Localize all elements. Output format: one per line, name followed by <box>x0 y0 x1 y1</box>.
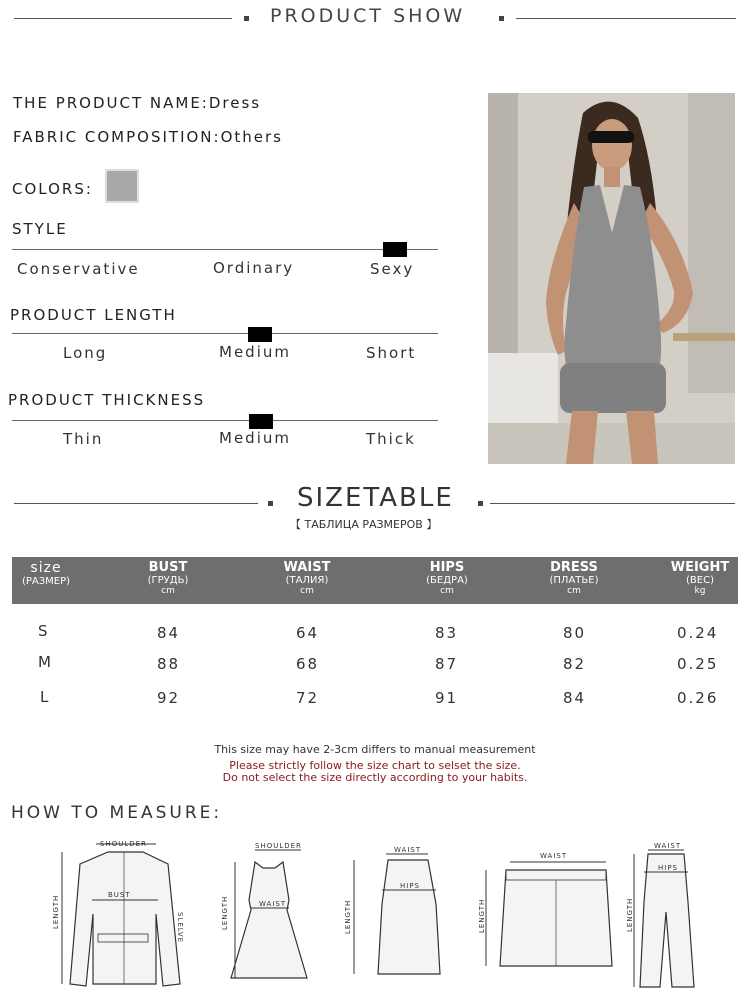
thickness-option-medium: Medium <box>219 429 291 447</box>
col-waist-unit: cm <box>300 586 314 596</box>
cell-dress: 80 <box>563 624 587 642</box>
pants-hips-label: HIPS <box>658 864 678 872</box>
style-option-ordinary: Ordinary <box>213 259 295 277</box>
cell-waist: 68 <box>296 655 320 673</box>
page-title: PRODUCT SHOW <box>270 5 466 27</box>
cell-weight: 0.25 <box>677 655 719 673</box>
col-weight-ru: (ВЕС) <box>686 575 714 586</box>
col-bust-unit: cm <box>161 586 175 596</box>
style-scale-line <box>12 249 438 250</box>
colors-label: COLORS: <box>12 180 93 198</box>
cell-bust: 84 <box>157 624 181 642</box>
style-title: STYLE <box>12 220 68 238</box>
cell-hips: 83 <box>435 624 459 642</box>
denim-skirt-measure-figure <box>478 848 618 976</box>
skirt-waist-label: WAIST <box>394 846 422 854</box>
col-dress <box>536 557 612 596</box>
col-dress-title: DRESS <box>550 560 598 575</box>
length-title: PRODUCT LENGTH <box>10 306 177 324</box>
jacket-measure-figure <box>48 834 198 994</box>
header-rule-right <box>516 18 736 19</box>
fabric-composition: FABRIC COMPOSITION:Others <box>13 128 283 146</box>
cell-dress: 84 <box>563 689 587 707</box>
sizetable-rule-right <box>490 503 735 504</box>
cell-bust: 88 <box>157 655 181 673</box>
col-waist <box>269 557 345 596</box>
header-rule-left <box>14 18 232 19</box>
skirt-hips-label: HIPS <box>400 882 420 890</box>
note-measurement: This size may have 2-3cm differs to manual measurement <box>214 743 536 756</box>
col-dress-unit: cm <box>567 586 581 596</box>
dress-measure-figure <box>215 840 315 985</box>
sizetable-title: SIZETABLE <box>297 483 454 513</box>
cell-hips: 87 <box>435 655 459 673</box>
length-option-short: Short <box>366 344 417 362</box>
product-photo <box>488 93 735 464</box>
style-option-conservative: Conservative <box>17 260 140 278</box>
jacket-bust-label: BUST <box>108 891 131 899</box>
jacket-sleeve-label: SLELVE <box>176 912 184 944</box>
note-habits: Do not select the size directly according to your habits. <box>222 771 528 784</box>
col-hips-title: HIPS <box>429 560 465 575</box>
cell-size: M <box>38 653 53 671</box>
col-dress-ru: (ПЛАТЬЕ) <box>549 575 599 586</box>
col-waist-title: WAIST <box>283 560 331 575</box>
dress-waist-label: WAIST <box>259 900 287 908</box>
sizetable-rule-left <box>14 503 258 504</box>
thickness-option-thin: Thin <box>63 430 104 448</box>
header-dot-right <box>499 16 504 21</box>
pants-waist-label: WAIST <box>654 842 682 850</box>
cell-size: S <box>38 622 50 640</box>
denim-length-label: LENGTH <box>478 898 486 933</box>
style-marker <box>383 242 407 257</box>
model-illustration <box>488 93 735 464</box>
thickness-option-thick: Thick <box>366 430 416 448</box>
length-option-medium: Medium <box>219 343 291 361</box>
col-hips <box>409 557 485 596</box>
size-table-header <box>12 557 738 604</box>
cell-weight: 0.24 <box>677 624 719 642</box>
cell-waist: 72 <box>296 689 320 707</box>
col-waist-ru: (ТАЛИЯ) <box>285 575 329 586</box>
dress-length-label: LENGTH <box>221 895 229 930</box>
cell-dress: 82 <box>563 655 587 673</box>
cell-hips: 91 <box>435 689 459 707</box>
cell-waist: 64 <box>296 624 320 642</box>
sizetable-dot-left <box>268 501 273 506</box>
thickness-title: PRODUCT THICKNESS <box>8 391 206 409</box>
skirt-measure-figure <box>342 844 447 984</box>
header-dot-left <box>244 16 249 21</box>
product-name: THE PRODUCT NAME:Dress <box>13 94 262 112</box>
col-weight-unit: kg <box>694 586 706 596</box>
jacket-shoulder-label: SHOULDER <box>100 840 147 848</box>
note-follow-chart: Please strictly follow the size chart to selset the size. <box>229 759 521 772</box>
col-hips-unit: cm <box>440 586 454 596</box>
cell-weight: 0.26 <box>677 689 719 707</box>
skirt-length-label: LENGTH <box>344 899 352 934</box>
thickness-marker <box>249 414 273 429</box>
jacket-length-label: LENGTH <box>52 894 60 929</box>
sizetable-dot-right <box>478 501 483 506</box>
col-bust-title: BUST <box>148 560 188 575</box>
col-bust <box>130 557 206 596</box>
col-weight-title: WEIGHT <box>670 560 730 575</box>
col-size <box>12 557 80 587</box>
length-scale-line <box>12 333 438 334</box>
col-weight <box>662 557 738 596</box>
sizetable-subtitle: 【 ТАБЛИЦА РАЗМЕРОВ 】 <box>290 518 438 531</box>
cell-size: L <box>40 688 51 706</box>
pants-measure-figure <box>624 842 704 992</box>
col-bust-ru: (ГРУДЬ) <box>147 575 189 586</box>
length-option-long: Long <box>63 344 108 362</box>
col-size-ru: (РАЗМЕР) <box>21 576 71 587</box>
length-marker <box>248 327 272 342</box>
dress-shoulder-label: SHOULDER <box>255 842 302 850</box>
col-hips-ru: (БЕДРА) <box>426 575 468 586</box>
style-option-sexy: Sexy <box>370 260 415 278</box>
thickness-scale-line <box>12 420 438 421</box>
cell-bust: 92 <box>157 689 181 707</box>
denim-waist-label: WAIST <box>540 852 568 860</box>
measure-title: HOW TO MEASURE: <box>11 803 223 823</box>
color-swatch[interactable] <box>105 169 139 203</box>
col-size-title: size <box>30 560 62 576</box>
pants-length-label: LENGTH <box>626 897 634 932</box>
